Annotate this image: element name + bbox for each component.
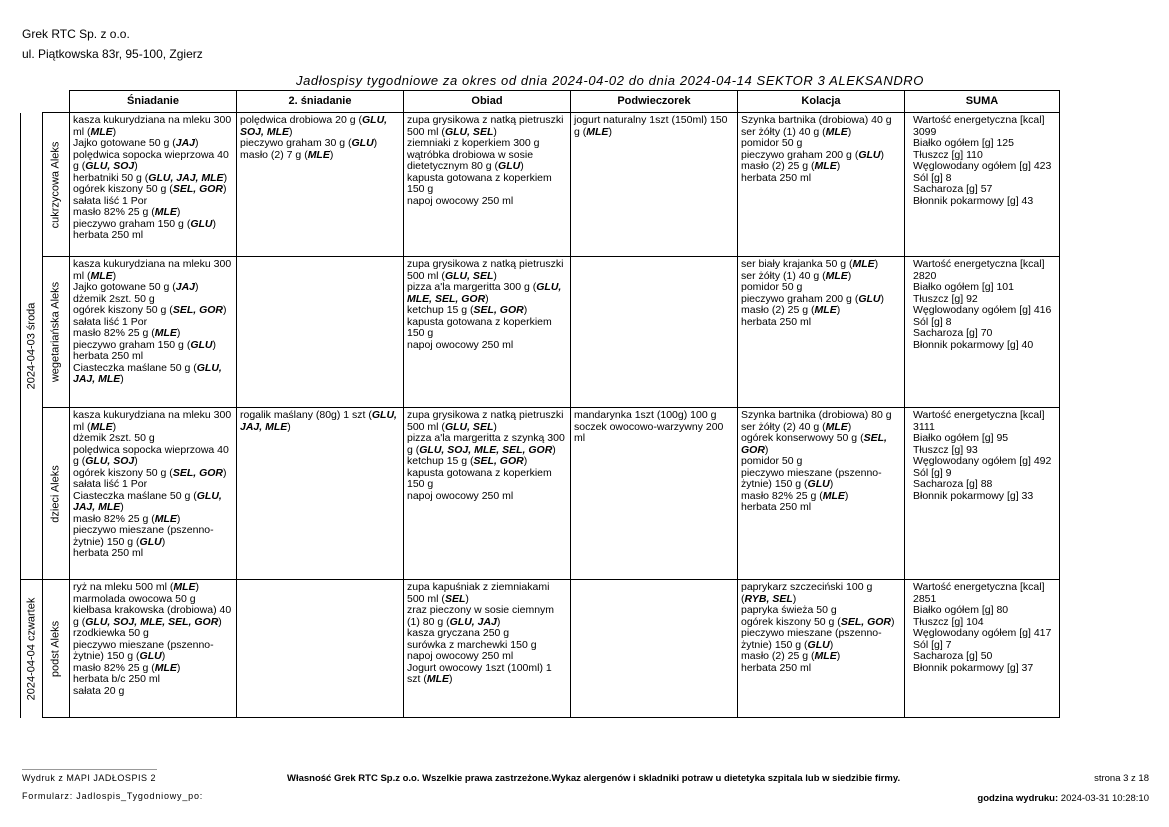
allergen-codes: MLE <box>825 420 848 433</box>
nutrition-line: Sacharoza [g] 57 <box>913 183 993 195</box>
allergen-codes: GLU, SEL <box>444 420 494 433</box>
meal-cell <box>70 113 237 257</box>
meal-text: kasza kukurydziana na mleku 300 ml (MLE) Jajko gotowane 50 g (JAJ) dżemik 2szt. 50 g ogórek kiszony 50 g (SEL, GOR) sałata liść 1 Por masło 82% 25 g (MLE) pieczywo graham 150 g (GLU) herbata 250 ml Ciasteczka maślane 50 g (GLU, JAJ, MLE) <box>73 258 232 385</box>
allergen-codes: MLE <box>426 673 450 685</box>
meal-text: zupa grysikowa z natką pietruszki 500 ml (GLU, SEL) pizza a'la margeritta 300 g (GLU, MLE, SEL, GOR) ketchup 15 g (SEL, GOR) kapusta gotowana z koperkiem 150 g napoj owocowy 250 ml <box>407 258 564 351</box>
document-title: Jadłospisy tygodniowe za okres od dnia 2024-04-02 do dnia 2024-04-14 SEKTOR 3 ALEKSANDRO <box>295 73 925 88</box>
allergen-codes: SEL, GOR <box>840 615 891 628</box>
summary-cell <box>905 113 1060 257</box>
diet-category: wegetariańska Aleks <box>49 281 62 383</box>
allergen-codes: JAJ <box>175 137 195 149</box>
allergen-codes: SEL, GOR <box>473 455 524 467</box>
nutrition-line: Sacharoza [g] 88 <box>913 478 993 490</box>
diet-category-cell <box>43 580 70 718</box>
nutrition-line: Błonnik pokarmowy [g] 37 <box>913 661 1034 674</box>
nutrition-summary <box>913 115 1056 207</box>
allergen-codes: MLE <box>154 327 177 339</box>
meal-text: polędwica drobiowa 20 g (GLU, SOJ, MLE) pieczywo graham 30 g (GLU) masło (2) 7 g (MLE) <box>240 114 388 161</box>
allergen-codes: GLU, JAJ, MLE <box>73 361 222 385</box>
day-cell <box>21 113 43 580</box>
nutrition-summary <box>913 259 1056 351</box>
meal-cell <box>571 113 738 257</box>
nutrition-line: Węglowodany ogółem [g] 416 <box>913 304 1052 316</box>
meal-text: zupa grysikowa z natką pietruszki 500 ml (GLU, SEL) ziemniaki z koperkiem 300 g wątróbka drobiowa w sosie dietetycznym 80 g (GLU) kapusta gotowana z koperkiem 150 g napoj owocowy 250 ml <box>407 114 564 207</box>
day-date: 2024-04-03 środa <box>24 302 37 390</box>
meal-cell <box>70 257 237 408</box>
day-date: 2024-04-04 czwartek <box>24 597 37 701</box>
meal-text: paprykarz szczeciński 100 g (RYB, SEL) papryka świeża 50 g ogórek kiszony 50 g (SEL, GOR) pieczywo mieszane (pszenno-żytnie) 150 g (GLU) masło (2) 25 g (MLE) herbata 250 ml <box>741 581 895 674</box>
footer-source: Wydruk z MAPI JADŁOSPIS 2 <box>22 773 156 783</box>
day-cell <box>21 580 43 718</box>
allergen-codes: GLU <box>139 650 162 662</box>
table-row <box>21 257 1060 408</box>
nutrition-line: Białko ogółem [g] 95 <box>913 432 1009 444</box>
meal-cell <box>237 408 404 580</box>
meal-cell <box>738 580 905 718</box>
meal-cell <box>70 408 237 580</box>
nutrition-line: Wartość energetyczna [kcal] 3099 <box>913 114 1045 138</box>
allergen-codes: GLU <box>190 338 213 351</box>
allergen-codes: SEL <box>444 592 466 605</box>
nutrition-line: Sacharoza [g] 50 <box>913 650 993 662</box>
meal-text: kasza kukurydziana na mleku 300 ml (MLE) Jajko gotowane 50 g (JAJ) polędwica sopocka wieprzowa 40 g (GLU, SOJ) herbatniki 50 g (GLU, JAJ, MLE) ogórek kiszony 50 g (SEL, GOR) sałata liść 1 Por masło 82% 25 g (MLE) pieczywo graham 150 g (GLU) herbata 250 ml <box>73 114 232 241</box>
allergen-codes: RYB, SEL <box>744 592 793 605</box>
col-header-2-sniadanie: 2. śniadanie <box>237 91 404 113</box>
nutrition-line: Tłuszcz [g] 92 <box>913 292 978 305</box>
header-row <box>21 91 1060 113</box>
nutrition-line: Błonnik pokarmowy [g] 43 <box>913 194 1034 207</box>
nutrition-line: Tłuszcz [g] 93 <box>913 443 978 456</box>
allergen-codes: GLU, JAJ, MLE <box>148 171 224 184</box>
nutrition-line: Wartość energetyczna [kcal] 2851 <box>913 581 1045 605</box>
nutrition-line: Błonnik pokarmowy [g] 33 <box>913 489 1034 502</box>
diet-category: podst Aleks <box>49 620 62 677</box>
allergen-codes: MLE <box>814 650 837 662</box>
allergen-codes: MLE <box>586 125 609 138</box>
allergen-codes: GLU <box>139 535 162 548</box>
summary-cell <box>905 580 1060 718</box>
allergen-codes: MLE <box>90 269 113 282</box>
meal-text: Szynka bartnika (drobiowa) 80 g ser żółty (2) 40 g (MLE) ogórek konserwowy 50 g (SEL, GOR) pomidor 50 g pieczywo mieszane (pszenno-żytnie) 150 g (GLU) masło 82% 25 g (MLE) herbata 250 ml <box>741 409 892 513</box>
nutrition-line: Sól [g] 8 <box>913 315 952 328</box>
nutrition-line: Tłuszcz [g] 104 <box>913 615 984 628</box>
diet-category-cell <box>43 257 70 408</box>
nutrition-line: Sól [g] 9 <box>913 466 952 479</box>
meal-text: rogalik maślany (80g) 1 szt (GLU, JAJ, MLE) <box>240 409 397 433</box>
page-number: strona 3 z 18 <box>1094 773 1149 784</box>
col-header-sniadanie: Śniadanie <box>70 91 237 113</box>
meal-text: ryż na mleku 500 ml (MLE) marmolada owocowa 50 g kiełbasa krakowska (drobiowa) 40 g (GLU, SOJ, MLE, SEL, GOR) rzodkiewka 50 g pieczywo mieszane (pszenno-żytnie) 150 g (GLU) masło 82% 25 g (MLE) herbata b/c 250 ml sałata 20 g <box>73 581 232 697</box>
meal-text: zupa kapuśniak z ziemniakami 500 ml (SEL) zraz pieczony w sosie ciemnym (1) 80 g (GLU, JAJ) kasza gryczana 250 g surówka z marchewki 150 g napoj owocowy 250 ml Jogurt owocowy 1szt (100ml) 1 szt (MLE) <box>407 581 555 685</box>
table-row <box>21 113 1060 257</box>
allergen-codes: GLU <box>190 217 213 230</box>
col-header-obiad: Obiad <box>404 91 571 113</box>
diet-category-cell <box>43 408 70 580</box>
meal-cell <box>237 113 404 257</box>
meal-text: zupa grysikowa z natką pietruszki 500 ml (GLU, SEL) pizza a'la margeritta z szynką 300 g (GLU, SOJ, MLE, SEL, GOR) ketchup 15 g (SEL, GOR) kapusta gotowana z koperkiem 150 g napoj owocowy 250 ml <box>407 409 565 502</box>
nutrition-line: Tłuszcz [g] 110 <box>913 148 983 161</box>
summary-cell <box>905 408 1060 580</box>
meal-text: kasza kukurydziana na mleku 300 ml (MLE) dżemik 2szt. 50 g polędwica sopocka wieprzowa 40 g (GLU, SOJ) ogórek kiszony 50 g (SEL, GOR) sałata liść 1 Por Ciasteczka maślane 50 g (GLU, JAJ, MLE) masło 82% 25 g (MLE) pieczywo mieszane (pszenno-żytnie) 150 g (GLU) herbata 250 ml <box>73 409 232 559</box>
nutrition-line: Węglowodany ogółem [g] 492 <box>913 455 1052 467</box>
allergen-codes: GLU <box>858 148 881 161</box>
meal-cell <box>738 257 905 408</box>
meal-text: mandarynka 1szt (100g) 100 g soczek owocowo-warzywny 200 ml <box>574 409 724 444</box>
meal-text: ser biały krajanka 50 g (MLE) ser żółty (1) 40 g (MLE) pomidor 50 g pieczywo graham 200 g (GLU) masło (2) 25 g (MLE) herbata 250 ml <box>741 258 884 328</box>
allergen-codes: SEL, GOR <box>473 304 524 316</box>
diet-category: dzieci Aleks <box>49 464 62 523</box>
meal-cell <box>404 408 571 580</box>
meal-cell <box>404 257 571 408</box>
allergen-codes: GLU <box>807 638 830 651</box>
allergen-codes: GLU, SOJ <box>85 160 135 172</box>
allergen-codes: GLU <box>858 292 881 305</box>
nutrition-line: Białko ogółem [g] 125 <box>913 137 1014 149</box>
nutrition-line: Wartość energetyczna [kcal] 2820 <box>913 258 1045 282</box>
allergen-codes: GLU, JAJ, MLE <box>240 409 397 433</box>
allergen-codes: GLU, SEL <box>444 269 494 282</box>
nutrition-line: Sacharoza [g] 70 <box>913 327 993 339</box>
footer-ownership: Własność Grek RTC Sp.z o.o. Wszelkie prawa zastrzeżone.Wykaz alergenów i skladniki potraw u dietetyka szpitala lub w siedzibie firmy. <box>287 773 901 784</box>
col-header-kolacja: Kolacja <box>738 91 905 113</box>
print-timestamp <box>977 793 1149 804</box>
nutrition-summary <box>913 582 1056 674</box>
allergen-codes: GLU, MLE, SEL, GOR <box>407 281 562 305</box>
col-header-podwieczorek: Podwieczorek <box>571 91 738 113</box>
allergen-codes: GLU, SEL <box>444 125 494 138</box>
nutrition-line: Białko ogółem [g] 80 <box>913 604 1009 616</box>
allergen-codes: MLE <box>154 512 177 525</box>
nutrition-line: Białko ogółem [g] 101 <box>913 281 1014 293</box>
nutrition-line: Wartość energetyczna [kcal] 3111 <box>913 409 1045 433</box>
allergen-codes: MLE <box>307 148 330 161</box>
diet-category: cukrzycowa Aleks <box>49 141 62 228</box>
meal-cell <box>237 580 404 718</box>
meal-cell <box>571 257 738 408</box>
footer-divider <box>22 769 157 770</box>
meal-cell <box>571 408 738 580</box>
footer-form: Formularz: Jadlospis_Tygodniowy_po: <box>22 791 204 801</box>
allergen-codes: GLU, JAJ, MLE <box>73 489 222 513</box>
allergen-codes: SEL, GOR <box>172 304 223 316</box>
allergen-codes: MLE <box>173 581 196 593</box>
print-time-label: godzina wydruku: <box>977 793 1059 804</box>
allergen-codes: GLU, SOJ, MLE, SEL, GOR <box>85 615 219 628</box>
allergen-codes: MLE <box>90 125 113 138</box>
meal-cell <box>404 580 571 718</box>
table-row <box>21 580 1060 718</box>
summary-cell <box>905 257 1060 408</box>
print-time-value: 2024-03-31 10:28:10 <box>1060 793 1149 804</box>
meal-text: jogurt naturalny 1szt (150ml) 150 g (MLE) <box>574 114 728 138</box>
nutrition-line: Sól [g] 8 <box>913 171 952 184</box>
nutrition-line: Sól [g] 7 <box>913 638 952 651</box>
table-row <box>21 408 1060 580</box>
nutrition-line: Węglowodany ogółem [g] 423 <box>913 160 1052 172</box>
col-header-suma: SUMA <box>905 91 1060 113</box>
allergen-codes: GLU <box>498 160 521 172</box>
allergen-codes: SEL, GOR <box>172 466 223 479</box>
allergen-codes: GLU, SOJ, MLE <box>240 114 388 138</box>
allergen-codes: MLE <box>825 269 848 282</box>
meal-cell <box>237 257 404 408</box>
allergen-codes: GLU, JAJ <box>449 615 497 628</box>
allergen-codes: JAJ <box>175 281 195 293</box>
allergen-codes: GLU <box>807 478 830 490</box>
meal-cell <box>738 408 905 580</box>
allergen-codes: GLU, SOJ <box>85 455 135 467</box>
allergen-codes: MLE <box>154 661 177 674</box>
allergen-codes: MLE <box>814 160 837 172</box>
nutrition-summary <box>913 410 1056 502</box>
meal-cell <box>404 113 571 257</box>
company-name: Grek RTC Sp. z o.o. <box>22 27 130 41</box>
allergen-codes: MLE <box>852 258 875 270</box>
allergen-codes: GLU <box>351 137 374 149</box>
allergen-codes: MLE <box>825 125 848 138</box>
allergen-codes: SEL, GOR <box>172 183 223 195</box>
allergen-codes: SEL, GOR <box>741 432 887 456</box>
meal-text: Szynka bartnika (drobiowa) 40 g ser żółty (1) 40 g (MLE) pomidor 50 g pieczywo graham 200 g (GLU) masło (2) 25 g (MLE) herbata 250 ml <box>741 114 892 184</box>
menu-table <box>20 90 1060 718</box>
meal-cell <box>738 113 905 257</box>
allergen-codes: MLE <box>814 304 837 316</box>
allergen-codes: MLE <box>154 206 177 218</box>
company-address: ul. Piątkowska 83r, 95-100, Zgierz <box>22 47 203 61</box>
allergen-codes: MLE <box>822 489 845 502</box>
meal-cell <box>70 580 237 718</box>
meal-cell <box>571 580 738 718</box>
diet-category-cell <box>43 113 70 257</box>
nutrition-line: Węglowodany ogółem [g] 417 <box>913 627 1052 639</box>
nutrition-line: Błonnik pokarmowy [g] 40 <box>913 338 1034 351</box>
allergen-codes: MLE <box>90 420 113 433</box>
allergen-codes: GLU, SOJ, MLE, SEL, GOR <box>419 443 553 456</box>
